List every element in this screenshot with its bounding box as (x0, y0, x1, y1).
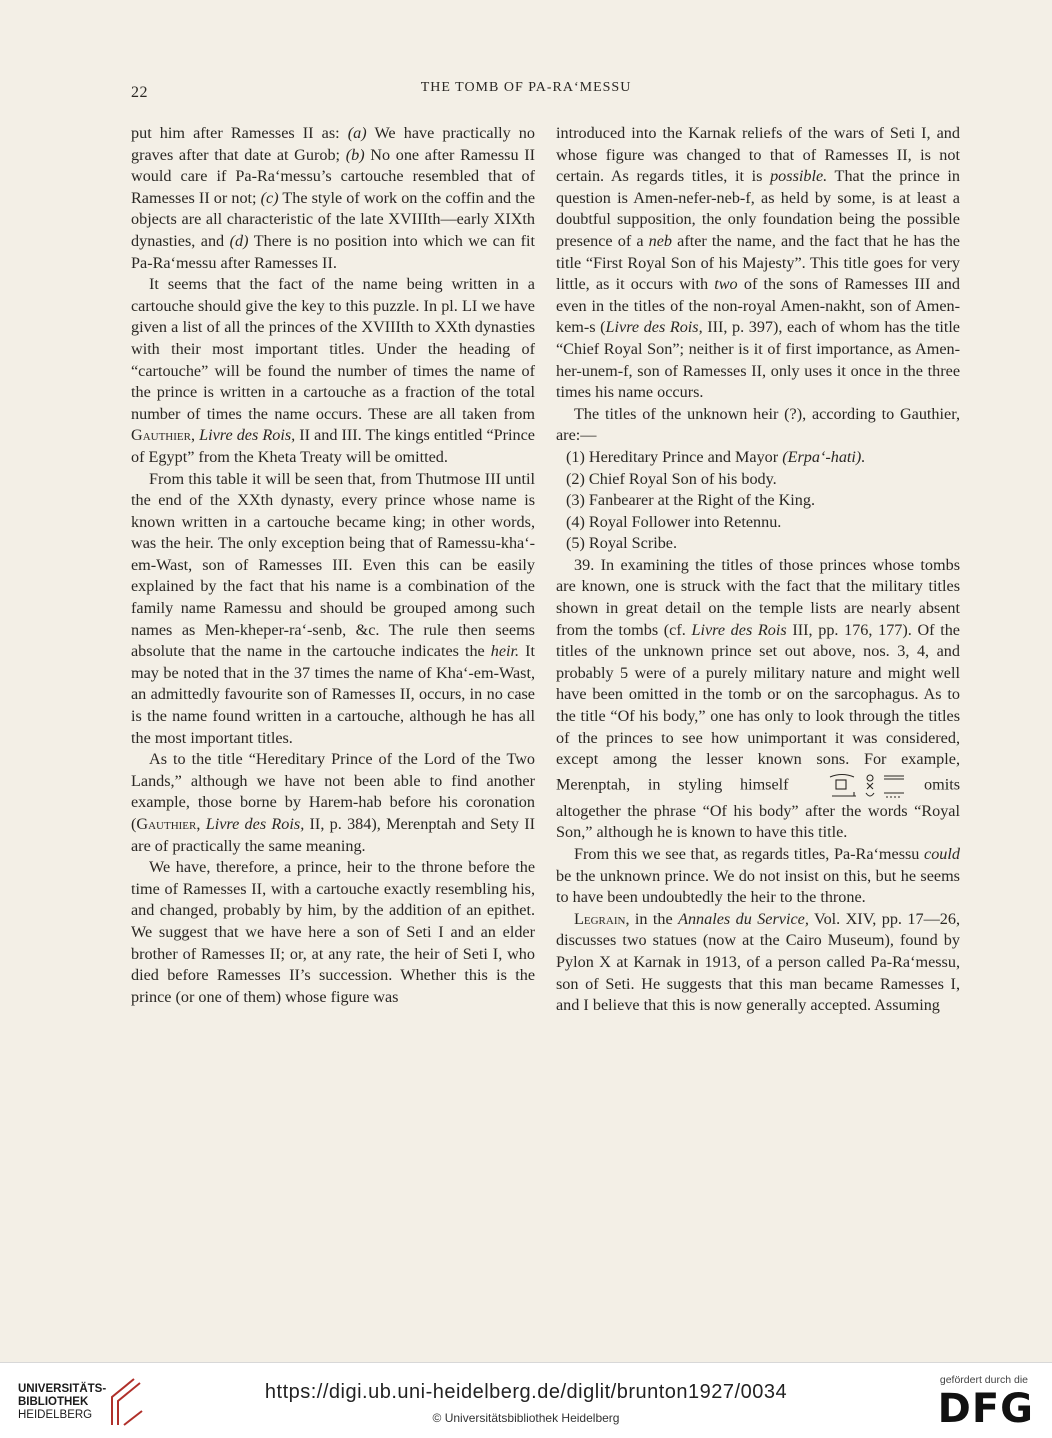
library-logo-text: UNIVERSITÄTS- BIBLIOTHEK HEIDELBERG (18, 1383, 107, 1421)
paragraph: We have, therefore, a prince, heir to the throne before the time of Ramesses II, with a cartouche exactly resembling his, and changed, probably by him, by the addition of an epithet. We suggest that we have here a son of Seti I and an elder brother of Ramesses II; or, at any rate, the heir of Seti I, who died before Ramesses II’s succession. Whether this is the prince (or one of them) whose figure was (131, 858, 535, 1006)
copyright-notice: © Universitätsbibliothek Heidelberg (432, 1411, 620, 1425)
list-item: (4) Royal Follower into Retennu. (566, 512, 782, 531)
list-item: (5) Royal Scribe. (566, 534, 678, 553)
funding-caption: gefördert durch die (939, 1374, 1028, 1386)
paragraph: put him after Ramesses II as: (a) We have practically no graves after that date at Gurob; (b) No one after Ramessu II would care if Pa-Ra‘messu’s cartouche resembled that of Ramesses II or not; (c) The style of work on the coffin and the objects are all characteristic of the late XVIIIth—early XIXth dynasties, and (d) There is no position into which we can fit Pa-Ra‘messu after Ramesses II. (131, 124, 535, 272)
dfg-logo: DFG (937, 1386, 1034, 1432)
paragraph: The titles of the unknown heir (?), according to Gauthier, are:— (556, 404, 960, 445)
right-column (556, 123, 960, 1017)
list-item: (3) Fanbearer at the Right of the King. (566, 491, 816, 510)
paragraph: Legrain, in the Annales du Service, Vol. XIV, pp. 17—26, discusses two statues (now at the Cairo Museum), found by Pylon X at Karnak in 1913, of a person called Pa-Ra‘messu, son of Seti. He suggests that this man became Ramesses I, and I believe that this is now generally accepted. Assuming (556, 909, 960, 1015)
list-item: (1) Hereditary Prince and Mayor (Erpa‘-hati). (566, 447, 866, 466)
paragraph: As to the title “Hereditary Prince of the Lord of the Two Lands,” although we have not been able to find another example, those borne by Harem-hab before his coronation (Gauthier, Livre des Rois, II, p. 384), Merenptah and Sety II are of practically the same meaning. (131, 750, 535, 855)
paragraph: From this we see that, as regards titles, Pa-Ra‘messu could be the unknown prince. We do not insist on this, but he seems to have been undoubtedly the heir to the throne. (556, 845, 960, 907)
document-url-link[interactable]: https://digi.ub.uni-heidelberg.de/diglit/brunton1927/0034 (264, 1381, 788, 1403)
paragraph: From this table it will be seen that, from Thutmose III until the end of the XXth dynasty, every prince whose name is known written in a cartouche became king; in other words, was the heir. The only exception being that of Ramessu-kha‘-em-Wast, son of Ramesses III. Even this can be easily explained by the fact that his name is a combination of the family name Ramessu and should be grouped among such names as Men-kheper-ra‘-senb, &c. The rule then seems absolute that the name in the cartouche indicates the heir. It may be noted that in the 37 times the name of Kha‘-em-Wast, an admittedly favourite son of Ramesses II, occurs, in no case is the name found written in a cartouche, although he has all the most important titles. (131, 469, 535, 747)
paragraph: It seems that the fact of the name being written in a cartouche should give the key to this puzzle. In pl. LI we have given a list of all the princes of the XVIIIth to XXth dynasties with their most important titles. Under the heading of “cartouche” will be found the number of times the name of the prince is written in a cartouche as a fraction of the total number of times the name occurs. These are all taken from Gauthier, Livre des Rois, II and III. The kings entitled “Prince of Egypt” from the Kheta Treaty will be omitted. (131, 275, 535, 466)
paragraph: 39. In examining the titles of those princes whose tombs are known, one is struck with the fact that the military titles shown in great detail on the temple lists are nearly absent from the tombs (cf. Livre des Rois III, pp. 176, 177). Of the titles of the unknown prince set out above, nos. 3, 4, and probably 5 were of a purely military nature and might well have been omitted in the tomb or on the sarcophagus. As to the title “Of his body,” one has only to look through the titles of the princes to see how unimportant it was considered, except among the lesser known sons. For example, Merenptah, in styling himself omits altogether the phrase “Of his body” after the words “Royal Son,” although he is known to have this title. (556, 555, 961, 842)
hieroglyph-group-icon (806, 771, 906, 801)
list-item: (2) Chief Royal Son of his body. (566, 469, 777, 488)
left-column (131, 123, 535, 1008)
page-number: 22 (131, 84, 148, 101)
running-head: THE TOMB OF PA-RA‘MESSU (420, 80, 632, 95)
footer-bar (0, 1362, 1052, 1438)
paragraph: introduced into the Karnak reliefs of the wars of Seti I, and whose figure was changed to that of Ramesses II, is not certain. As regards titles, it is possible. That the prince in question is Amen-nefer-neb-f, as held by some, is at least a doubtful supposition, the only foundation being the possible presence of a neb after the name, and the fact that he has the title “First Royal Son of his Majesty”. This title goes for very little, as it occurs with two of the sons of Ramesses III and even in the titles of the non-royal Amen-nakht, son of Amen-kem-s (Livre des Rois, III, p. 397), each of whom has the title “Chief Royal Son”; neither is it of first importance, as Amen-her-unem-f, son of Ramesses II, only uses it once in the three times his name occurs. (556, 124, 960, 402)
